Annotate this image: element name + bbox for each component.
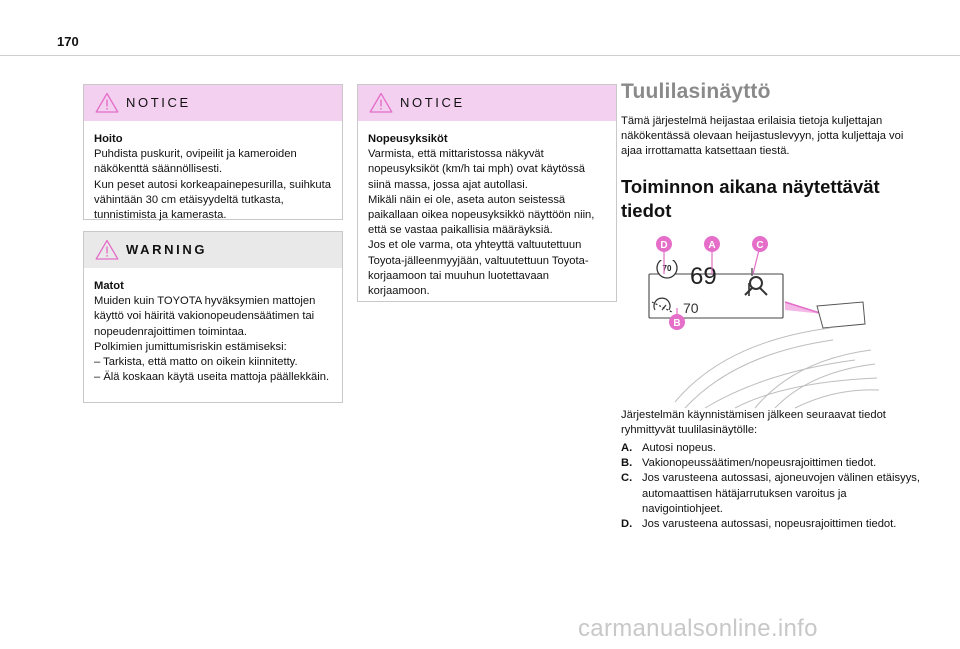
list-item-text: Jos varusteena autossasi, nopeusrajoittimen tiedot. <box>642 518 897 531</box>
notice-paragraph: Mikäli näin ei ole, aseta auton seistessä paikallaan oikea nopeusyksikkö näyttöön niin, että se vastaa paikallisia määräyksiä. <box>368 193 595 237</box>
section-head-up-display <box>621 80 921 223</box>
notice-box-care <box>83 84 343 220</box>
combiner-screen-icon <box>817 302 865 328</box>
current-speed: 69 <box>690 263 717 290</box>
section-heading: Tuulilasinäyttö <box>621 80 771 103</box>
notice-paragraph: Kun peset autosi korkeapainepesurilla, suihkuta vähintään 30 cm etäisyydeltä tutkasta, tunnistimista ja kamerasta. <box>94 178 331 222</box>
hud-overlay <box>645 232 885 412</box>
warning-paragraph: – Tarkista, että matto on oikein kiinnitetty. <box>94 356 298 369</box>
speed-limit-value: 70 <box>662 264 672 273</box>
top-divider <box>0 55 960 56</box>
warning-body <box>84 268 342 385</box>
svg-text:A: A <box>708 240 716 251</box>
info-list <box>621 441 921 532</box>
page-number: 170 <box>57 34 79 49</box>
warning-box-mats <box>83 231 343 403</box>
section-intro: Tämä järjestelmä heijastaa erilaisia tietoja kuljettajan näkökentässä olevaan heijastuslevyyn, jotta kuljettaja voi ajaa irrottamatta katsettaan tiestä. <box>621 115 904 158</box>
list-item-key: D. <box>621 518 633 531</box>
figure-caption: Järjestelmän käynnistämisen jälkeen seuraavat tiedot ryhmittyvät tuulilasinäytölle: <box>621 409 886 437</box>
list-item <box>621 517 921 532</box>
list-item-text: Jos varusteena autossasi, ajoneuvojen välinen etäisyys, automaattisen hätäjarrutuksen varoitus ja navigointiohjeet. <box>642 472 920 515</box>
callout-d-label <box>656 236 672 252</box>
notice-body <box>358 121 616 299</box>
notice-subtitle: Hoito <box>94 133 123 145</box>
list-item-key: B. <box>621 457 633 470</box>
list-item-key: A. <box>621 442 633 454</box>
notice-header <box>358 85 616 121</box>
warning-paragraph: Polkimien jumittumisriskin estämiseksi: <box>94 340 287 353</box>
callout-a-label <box>704 236 720 252</box>
watermark: carmanualsonline.info <box>578 615 818 642</box>
svg-text:D: D <box>660 240 668 251</box>
list-item <box>621 456 921 471</box>
notice-paragraph: Jos et ole varma, ota yhteyttä valtuutettuun Toyota-jälleenmyyjään, valtuutettuun Toyota-korjaamoon tai muuhun luotettavaan korjaamoon. <box>368 239 589 298</box>
notice-subtitle: Nopeusyksiköt <box>368 133 448 145</box>
list-item-key: C. <box>621 472 633 485</box>
list-item <box>621 441 921 456</box>
warning-triangle-icon <box>95 239 119 260</box>
svg-text:B: B <box>673 318 681 329</box>
callout-b-label <box>669 314 685 330</box>
warning-header <box>84 232 342 268</box>
list-item-text: Vakionopeussäätimen/nopeusrajoittimen tiedot. <box>642 457 877 470</box>
notice-header <box>84 85 342 121</box>
warning-paragraph: Muiden kuin TOYOTA hyväksymien mattojen käyttö voi häiritä vakionopeudensäätimen tai nopeudenrajoittimen toimintaa. <box>94 295 316 338</box>
limiter-value: 70 <box>683 300 699 316</box>
notice-body <box>84 121 342 223</box>
warning-subtitle: Matot <box>94 280 124 292</box>
svg-text:C: C <box>756 240 764 251</box>
warning-triangle-icon <box>369 92 393 113</box>
notice-paragraph: Varmista, että mittaristossa näkyvät nopeusyksiköt (km/h tai mph) ovat käytössä siinä massa, jossa ajat autollasi. <box>368 148 586 191</box>
notice-title: NOTICE <box>400 95 465 110</box>
list-item <box>621 471 921 517</box>
section-subheading: Toiminnon aikana näytettävät tiedot <box>621 175 880 221</box>
callout-c-label <box>752 236 768 252</box>
dashboard-sketch <box>675 328 879 408</box>
notice-box-speed-units <box>357 84 617 302</box>
notice-title: NOTICE <box>126 95 191 110</box>
warning-paragraph: – Älä koskaan käytä useita mattoja päällekkäin. <box>94 371 330 384</box>
notice-paragraph: Puhdista puskurit, ovipeilit ja kameroiden näkökenttä säännöllisesti. <box>94 148 297 176</box>
list-item-text: Autosi nopeus. <box>642 442 717 454</box>
warning-title: WARNING <box>126 242 208 257</box>
warning-triangle-icon <box>95 92 119 113</box>
